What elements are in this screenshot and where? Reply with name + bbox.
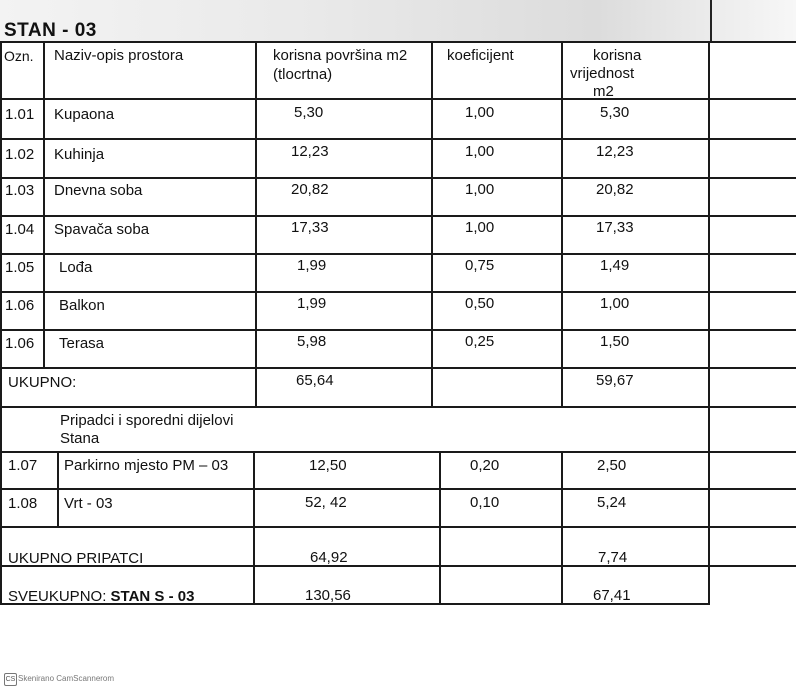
rule — [561, 41, 563, 407]
cell-naziv: Terasa — [59, 335, 105, 352]
rule — [0, 526, 796, 528]
subtotal-vrijednost: 7,74 — [598, 549, 628, 566]
subtotal-label: UKUPNO PRIPATCI — [8, 550, 144, 567]
cell-povrsina: 1,99 — [297, 295, 327, 312]
cell-koef: 0,20 — [470, 457, 500, 474]
header-naziv: Naziv-opis prostora — [54, 47, 184, 64]
grand-total-prefix: SVEUKUPNO: — [8, 588, 111, 605]
header-vrijednost-2: vrijednost — [570, 65, 635, 82]
cell-povrsina: 17,33 — [291, 219, 329, 236]
cell-ozn: 1.04 — [5, 221, 35, 238]
cell-vrijednost: 5,30 — [600, 104, 630, 121]
header-koeficijent: koeficijent — [447, 47, 514, 64]
cell-naziv: Lođa — [59, 259, 93, 276]
page-title: STAN - 03 — [4, 20, 97, 41]
pripadci-heading: Pripadci i sporedni dijelovi — [60, 412, 234, 429]
cell-naziv: Balkon — [59, 297, 105, 314]
cell-vrijednost: 20,82 — [596, 181, 634, 198]
grand-total-unit: STAN S - 03 — [110, 588, 195, 605]
header-povrsina: korisna površina m2 — [273, 47, 408, 64]
rule — [253, 451, 255, 604]
cell-ozn: 1.07 — [8, 457, 38, 474]
cell-vrijednost: 12,23 — [596, 143, 634, 160]
cell-vrijednost: 1,00 — [600, 295, 630, 312]
grand-total-vrijednost: 67,41 — [593, 587, 631, 604]
cell-povrsina: 12,50 — [309, 457, 347, 474]
scan-shadow — [0, 0, 796, 42]
cell-koef: 0,25 — [465, 333, 495, 350]
cell-naziv: Dnevna soba — [54, 182, 143, 199]
cell-koef: 1,00 — [465, 219, 495, 236]
watermark-text: Skenirano CamScannerom — [18, 674, 115, 683]
cell-ozn: 1.08 — [8, 495, 38, 512]
rule — [0, 488, 796, 490]
subtotal-povrsina: 64,92 — [310, 549, 348, 566]
total-povrsina: 65,64 — [296, 372, 334, 389]
cell-vrijednost: 5,24 — [597, 494, 627, 511]
cell-naziv: Kupaona — [54, 106, 115, 123]
rule — [0, 451, 796, 453]
cell-naziv: Kuhinja — [54, 146, 105, 163]
cell-naziv: Spavača soba — [54, 221, 150, 238]
cell-povrsina: 5,30 — [294, 104, 324, 121]
cell-povrsina: 52, 42 — [305, 494, 347, 511]
header-povrsina-sub: (tlocrtna) — [273, 66, 333, 83]
cell-koef: 1,00 — [465, 143, 495, 160]
cell-ozn: 1.03 — [5, 182, 35, 199]
cell-vrijednost: 2,50 — [597, 457, 627, 474]
cell-naziv: Parkirno mjesto PM – 03 — [64, 457, 229, 474]
cell-povrsina: 5,98 — [297, 333, 327, 350]
grand-total-povrsina: 130,56 — [305, 587, 351, 604]
rule — [431, 41, 433, 407]
rule — [57, 451, 59, 527]
cell-vrijednost: 1,49 — [600, 257, 630, 274]
cell-koef: 1,00 — [465, 181, 495, 198]
cell-povrsina: 20,82 — [291, 181, 329, 198]
total-label: UKUPNO: — [8, 374, 77, 391]
cell-povrsina: 1,99 — [297, 257, 327, 274]
cell-koef: 0,75 — [465, 257, 495, 274]
rule — [0, 253, 796, 255]
rule — [708, 41, 710, 604]
rule — [0, 367, 796, 369]
rule — [0, 177, 796, 179]
cell-vrijednost: 1,50 — [600, 333, 630, 350]
cell-naziv: Vrt - 03 — [64, 495, 113, 512]
cell-ozn: 1.05 — [5, 259, 35, 276]
pripadci-heading-2: Stana — [60, 430, 100, 447]
grand-total-label — [8, 588, 194, 606]
header-vrijednost: korisna — [593, 47, 642, 64]
cell-povrsina: 12,23 — [291, 143, 329, 160]
cell-koef: 0,10 — [470, 494, 500, 511]
rule — [0, 215, 796, 217]
rule — [0, 41, 2, 604]
total-vrijednost: 59,67 — [596, 372, 634, 389]
rule — [43, 41, 45, 368]
rule — [0, 291, 796, 293]
cell-ozn: 1.06 — [5, 335, 35, 352]
rule — [561, 451, 563, 604]
rule — [0, 329, 796, 331]
cell-koef: 0,50 — [465, 295, 495, 312]
camscanner-logo: CS — [4, 673, 17, 686]
rule — [255, 41, 257, 407]
rule — [0, 98, 796, 100]
rule — [0, 41, 796, 43]
header-ozn: Ozn. — [4, 48, 34, 64]
rule — [0, 406, 796, 408]
cell-ozn: 1.01 — [5, 106, 35, 123]
rule — [439, 451, 441, 604]
page-edge — [710, 0, 712, 42]
rule — [0, 138, 796, 140]
header-vrijednost-3: m2 — [593, 83, 614, 100]
cell-ozn: 1.06 — [5, 297, 35, 314]
cell-vrijednost: 17,33 — [596, 219, 634, 236]
cell-ozn: 1.02 — [5, 146, 35, 163]
cell-koef: 1,00 — [465, 104, 495, 121]
